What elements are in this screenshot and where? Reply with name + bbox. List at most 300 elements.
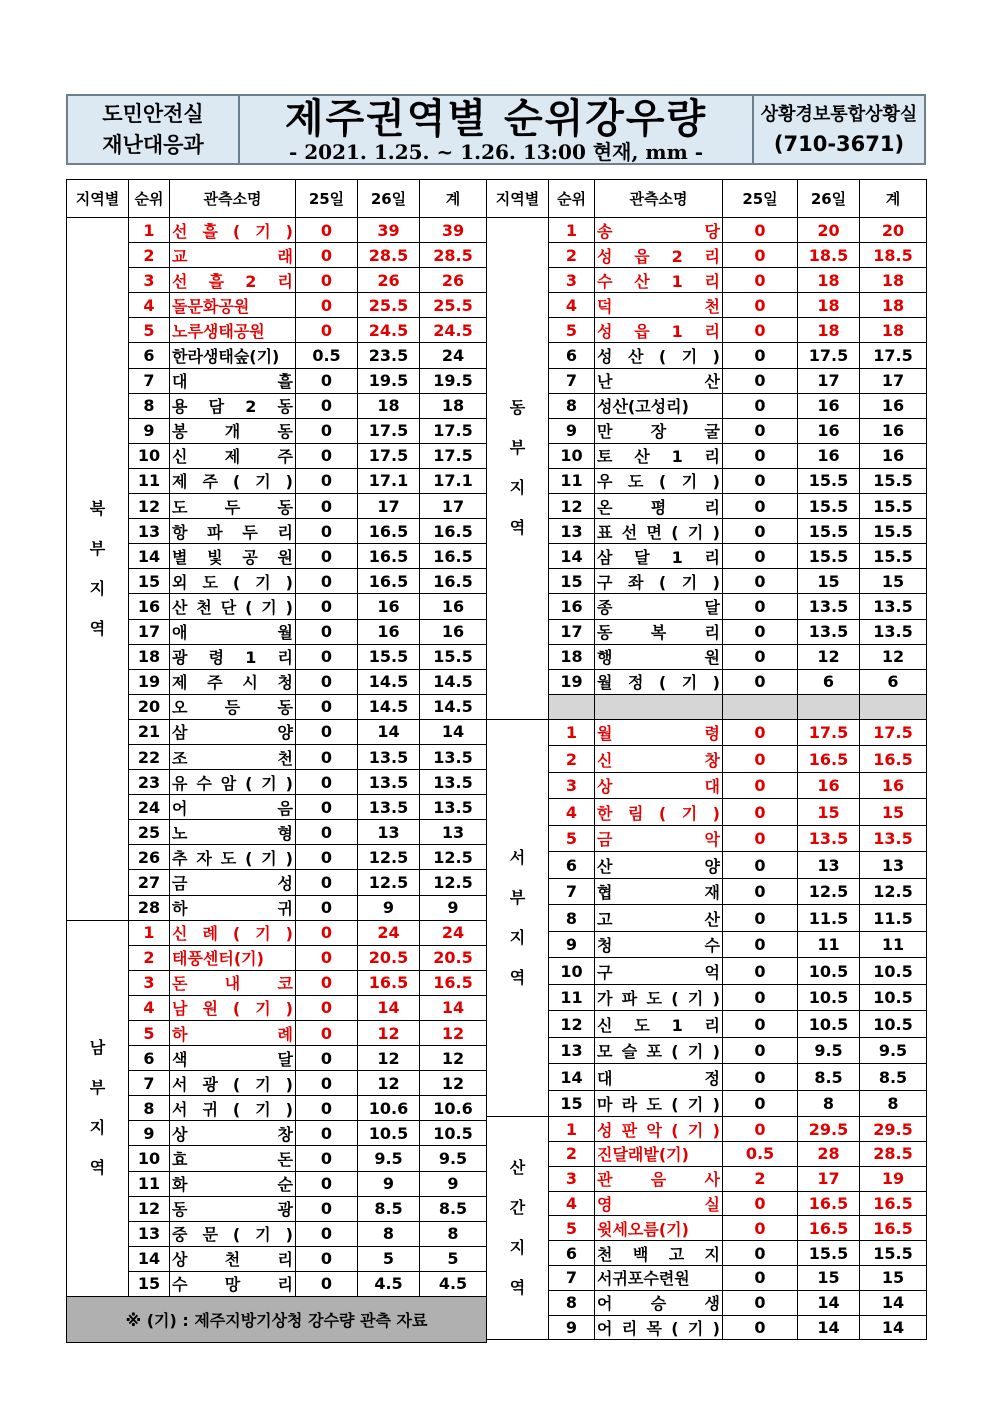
rank-cell: 10: [129, 443, 170, 468]
station-name: 한 림 ( 기 ): [595, 799, 723, 826]
table-row: [487, 905, 927, 932]
rank-cell: 19: [549, 669, 595, 694]
rain-day25: 0: [723, 218, 798, 243]
rain-day26: 15.5: [798, 494, 860, 519]
rain-day25: 0: [723, 343, 798, 368]
station-name: 선 흘 2 리: [170, 268, 296, 293]
table-row: [487, 519, 927, 544]
rain-total: 20: [860, 218, 927, 243]
rank-cell: 5: [549, 1216, 595, 1241]
rain-total: 12: [420, 1021, 487, 1046]
region-label-char: 역: [89, 618, 106, 638]
table-row: [67, 468, 487, 493]
rain-day26: 20.5: [358, 945, 420, 970]
station-name: 금 성: [170, 870, 296, 895]
rain-day25: 0: [723, 878, 798, 905]
rain-total: 24: [420, 343, 487, 368]
rain-total: 16.5: [860, 1216, 927, 1241]
rain-day25: 0: [723, 799, 798, 826]
station-name: 대 흘: [170, 368, 296, 393]
station-name: 돈 내 코: [170, 970, 296, 995]
station-name: 어 승 생: [595, 1290, 723, 1315]
rank-cell: 14: [129, 544, 170, 569]
rain-day25: 0: [723, 318, 798, 343]
rain-day25: 0: [296, 795, 358, 820]
rain-total: 15.5: [860, 494, 927, 519]
rank-cell: 19: [129, 669, 170, 694]
station-name: 수 산 1 리: [595, 268, 723, 293]
rain-day25: 0: [296, 995, 358, 1020]
rain-total: 10.5: [860, 1011, 927, 1038]
table-row: [487, 878, 927, 905]
region-label-char: 지: [89, 1118, 106, 1138]
empty-row: [487, 694, 927, 719]
station-name: 성 산 ( 기 ): [595, 343, 723, 368]
rain-day25: 0: [723, 984, 798, 1011]
rain-total: 29.5: [860, 1117, 927, 1142]
rain-day26: 23.5: [358, 343, 420, 368]
rain-day26: 18.5: [798, 243, 860, 268]
rank-cell: 28: [129, 895, 170, 920]
rain-day26: 16.5: [358, 544, 420, 569]
table-row: [67, 1096, 487, 1121]
rain-day25: 0: [723, 1290, 798, 1315]
station-name: 천 백 고 지: [595, 1241, 723, 1266]
table-row: [487, 268, 927, 293]
station-name: 항 파 두 리: [170, 519, 296, 544]
rank-cell: 6: [549, 343, 595, 368]
rain-day26: 16: [798, 772, 860, 799]
rank-cell: 8: [549, 905, 595, 932]
rain-day25: 0: [723, 243, 798, 268]
rain-day25: 0: [723, 905, 798, 932]
station-name: 우 도 ( 기 ): [595, 468, 723, 493]
table-row: [67, 418, 487, 443]
rain-day26: 14: [798, 1315, 860, 1340]
rain-total: 13: [860, 852, 927, 879]
table-row: [487, 931, 927, 958]
rank-cell: 10: [549, 958, 595, 985]
rain-day26: 12.5: [358, 870, 420, 895]
table-row: [67, 795, 487, 820]
empty-cell: [549, 694, 595, 719]
table-row: [487, 468, 927, 493]
rain-day25: 2: [723, 1166, 798, 1191]
rain-day26: 9.5: [358, 1146, 420, 1171]
empty-cell: [723, 694, 798, 719]
rain-day26: 8: [798, 1090, 860, 1117]
rank-cell: 5: [549, 825, 595, 852]
station-name: 토 산 1 리: [595, 443, 723, 468]
rain-day26: 14: [798, 1290, 860, 1315]
table-row: [487, 218, 927, 243]
rain-day26: 17.5: [798, 343, 860, 368]
rank-cell: 6: [129, 1046, 170, 1071]
rain-day25: 0: [723, 1266, 798, 1291]
rank-cell: 24: [129, 795, 170, 820]
region-label-char: 지: [509, 928, 526, 948]
header-row: [67, 180, 487, 218]
empty-cell: [860, 694, 927, 719]
table-row: [67, 519, 487, 544]
table-row: [487, 1191, 927, 1216]
station-name: 애 월: [170, 619, 296, 644]
rain-total: 26: [420, 268, 487, 293]
table-row: [487, 1117, 927, 1142]
rank-cell: 9: [549, 1315, 595, 1340]
station-name: 청 수: [595, 931, 723, 958]
table-row: [67, 1196, 487, 1221]
station-name: 서귀포수련원: [595, 1266, 723, 1291]
station-name: 제 주 시 청: [170, 669, 296, 694]
station-name: 봉 개 동: [170, 418, 296, 443]
table-row: [67, 1046, 487, 1071]
rain-day25: 0: [296, 418, 358, 443]
station-name: 추 자 도 ( 기 ): [170, 845, 296, 870]
rank-cell: 21: [129, 719, 170, 744]
rank-cell: 14: [549, 1064, 595, 1091]
rain-total: 4.5: [420, 1271, 487, 1296]
rain-day25: 0: [723, 719, 798, 746]
rain-day26: 17.5: [798, 719, 860, 746]
rank-cell: 11: [129, 468, 170, 493]
rain-day26: 15.5: [358, 644, 420, 669]
rain-total: 15.5: [860, 1241, 927, 1266]
rank-cell: 22: [129, 744, 170, 769]
rank-cell: 11: [129, 1171, 170, 1196]
rank-cell: 10: [129, 1146, 170, 1171]
station-name: 성 판 악 ( 기 ): [595, 1117, 723, 1142]
table-row: [487, 243, 927, 268]
rain-total: 13: [420, 820, 487, 845]
rain-total: 14: [860, 1290, 927, 1315]
rain-day25: 0: [723, 1315, 798, 1340]
rain-total: 6: [860, 669, 927, 694]
org-line1: 도민안전실: [102, 101, 204, 126]
column-header-5: 계: [420, 180, 487, 218]
rain-day25: 0: [723, 1191, 798, 1216]
rank-cell: 26: [129, 845, 170, 870]
rain-day25: 0: [296, 719, 358, 744]
rain-day26: 15: [798, 1266, 860, 1291]
rain-day25: 0: [723, 519, 798, 544]
rain-day26: 13.5: [358, 744, 420, 769]
rain-day25: 0.5: [296, 343, 358, 368]
rain-total: 12: [420, 1071, 487, 1096]
rain-total: 13.5: [860, 594, 927, 619]
station-name: 신 제 주: [170, 443, 296, 468]
region-label-char: 부: [509, 888, 526, 908]
rain-total: 18: [860, 318, 927, 343]
rain-total: 28.5: [860, 1142, 927, 1167]
station-name: 마 라 도 ( 기 ): [595, 1090, 723, 1117]
rank-cell: 16: [549, 594, 595, 619]
rank-cell: 6: [549, 852, 595, 879]
rain-total: 16.5: [420, 544, 487, 569]
rain-day25: 0: [723, 544, 798, 569]
rain-day26: 18: [798, 318, 860, 343]
rank-cell: 13: [549, 1037, 595, 1064]
rain-total: 19.5: [420, 368, 487, 393]
rain-day25: 0: [296, 443, 358, 468]
table-row: [67, 845, 487, 870]
table-row: [67, 644, 487, 669]
rank-cell: 11: [549, 468, 595, 493]
station-name: 상 대: [595, 772, 723, 799]
rain-total: 12.5: [420, 870, 487, 895]
rain-day26: 19.5: [358, 368, 420, 393]
rain-total: 12.5: [420, 845, 487, 870]
rain-day25: 0: [723, 393, 798, 418]
region-label-char: 북: [89, 498, 106, 518]
rain-day25: 0: [296, 1246, 358, 1271]
date-range: - 2021. 1.25. ~ 1.26. 13:00 현재, mm -: [288, 139, 703, 164]
table-row: [67, 669, 487, 694]
station-name: 수 망 리: [170, 1271, 296, 1296]
rank-cell: 1: [549, 1117, 595, 1142]
rain-total: 13.5: [420, 770, 487, 795]
rank-cell: 1: [549, 218, 595, 243]
table-row: [487, 1315, 927, 1340]
table-row: [487, 418, 927, 443]
station-name: 성 읍 2 리: [595, 243, 723, 268]
table-row: [67, 995, 487, 1020]
footnote: ※ (기) : 제주지방기상청 강수량 관측 자료: [67, 1297, 487, 1343]
table-row: [487, 443, 927, 468]
rain-total: 16: [860, 443, 927, 468]
station-name: 모 슬 포 ( 기 ): [595, 1037, 723, 1064]
rank-cell: 17: [549, 619, 595, 644]
rain-day25: 0.5: [723, 1142, 798, 1167]
rain-day25: 0: [296, 1096, 358, 1121]
table-row: [487, 644, 927, 669]
table-row: [67, 1246, 487, 1271]
region-label-char: 남: [89, 1038, 106, 1058]
station-name: 상 천 리: [170, 1246, 296, 1271]
rain-day25: 0: [296, 468, 358, 493]
rain-total: 13.5: [860, 825, 927, 852]
rain-day25: 0: [296, 544, 358, 569]
column-header-2: 관측소명: [170, 180, 296, 218]
region-label-char: 역: [509, 1278, 526, 1298]
rain-total: 15.5: [860, 468, 927, 493]
rank-cell: 12: [549, 1011, 595, 1038]
rain-day25: 0: [296, 243, 358, 268]
column-header-0: 지역별: [487, 180, 549, 218]
rain-day25: 0: [723, 1011, 798, 1038]
region-label-char: 부: [89, 1078, 106, 1098]
station-name: 종 달: [595, 594, 723, 619]
rain-day26: 13.5: [358, 770, 420, 795]
rank-cell: 2: [129, 243, 170, 268]
station-name: 산 양: [595, 852, 723, 879]
rank-cell: 13: [549, 519, 595, 544]
rain-day26: 5: [358, 1246, 420, 1271]
rain-day26: 16.5: [798, 746, 860, 773]
rain-day26: 24.5: [358, 318, 420, 343]
rank-cell: 2: [549, 1142, 595, 1167]
column-header-3: 25일: [296, 180, 358, 218]
station-name: 서 귀 ( 기 ): [170, 1096, 296, 1121]
table-row: [67, 1146, 487, 1171]
column-header-4: 26일: [358, 180, 420, 218]
rain-day25: 0: [296, 744, 358, 769]
rain-total: 15: [860, 1266, 927, 1291]
column-header-0: 지역별: [67, 180, 129, 218]
rain-total: 15.5: [860, 519, 927, 544]
rain-day25: 0: [296, 1171, 358, 1196]
rank-cell: 4: [549, 293, 595, 318]
rain-day26: 10.6: [358, 1096, 420, 1121]
rain-day26: 15: [798, 569, 860, 594]
rank-cell: 5: [549, 318, 595, 343]
rain-day26: 13.5: [798, 594, 860, 619]
rain-day26: 12.5: [358, 845, 420, 870]
rain-day26: 10.5: [358, 1121, 420, 1146]
station-name: 삼 달 1 리: [595, 544, 723, 569]
rain-total: 15: [860, 569, 927, 594]
table-row: [487, 1290, 927, 1315]
rank-cell: 16: [129, 594, 170, 619]
rank-cell: 2: [549, 243, 595, 268]
rain-day25: 0: [723, 772, 798, 799]
rank-cell: 10: [549, 443, 595, 468]
table-row: [487, 569, 927, 594]
rain-day26: 15.5: [798, 1241, 860, 1266]
rain-day25: 0: [296, 519, 358, 544]
region-label-char: 동: [509, 398, 526, 418]
station-name: 하 귀: [170, 895, 296, 920]
rain-total: 14: [420, 995, 487, 1020]
region-label-char: 역: [509, 518, 526, 538]
rain-total: 9.5: [420, 1146, 487, 1171]
station-name: 산 천 단 ( 기 ): [170, 594, 296, 619]
rank-cell: 6: [549, 1241, 595, 1266]
table-row: [67, 318, 487, 343]
rain-day26: 8.5: [358, 1196, 420, 1221]
region-label-char: 부: [89, 538, 106, 558]
table-row: [487, 1166, 927, 1191]
rain-day26: 18: [798, 268, 860, 293]
rain-day25: 0: [296, 318, 358, 343]
table-row: [67, 569, 487, 594]
column-header-3: 25일: [723, 180, 798, 218]
rain-day26: 16: [798, 418, 860, 443]
rain-total: 28.5: [420, 243, 487, 268]
table-row: [487, 772, 927, 799]
station-name: 표 선 면 ( 기 ): [595, 519, 723, 544]
rain-day26: 8.5: [798, 1064, 860, 1091]
rain-day26: 12: [358, 1021, 420, 1046]
station-name: 협 재: [595, 878, 723, 905]
rank-cell: 3: [129, 970, 170, 995]
rain-day26: 12: [798, 644, 860, 669]
rank-cell: 18: [129, 644, 170, 669]
table-row: [67, 293, 487, 318]
rain-total: 18: [860, 293, 927, 318]
rain-total: 16: [860, 772, 927, 799]
rain-total: 18.5: [860, 243, 927, 268]
region-label-char: 부: [509, 438, 526, 458]
rain-day26: 10.5: [798, 958, 860, 985]
rain-day26: 9: [358, 1171, 420, 1196]
rain-total: 11: [860, 931, 927, 958]
rank-cell: 7: [129, 1071, 170, 1096]
rain-day25: 0: [723, 825, 798, 852]
station-name: 진달래밭(기): [595, 1142, 723, 1167]
table-row: [67, 945, 487, 970]
rain-day25: 0: [296, 1221, 358, 1246]
rain-total: 17.5: [420, 418, 487, 443]
rank-cell: 3: [549, 1166, 595, 1191]
column-header-5: 계: [860, 180, 927, 218]
rain-total: 15.5: [860, 544, 927, 569]
rain-day25: 0: [723, 1090, 798, 1117]
rain-day25: 0: [296, 820, 358, 845]
rain-total: 10.5: [860, 984, 927, 1011]
rain-day26: 13: [798, 852, 860, 879]
rank-cell: 8: [129, 393, 170, 418]
rain-total: 17.1: [420, 468, 487, 493]
station-name: 동 복 리: [595, 619, 723, 644]
header-row: [487, 180, 927, 218]
rain-day26: 13: [358, 820, 420, 845]
rain-day26: 20: [798, 218, 860, 243]
table-row: [487, 1142, 927, 1167]
station-name: 별 빛 공 원: [170, 544, 296, 569]
org-box: [68, 96, 240, 163]
region-label-char: 역: [509, 968, 526, 988]
rain-day26: 14.5: [358, 669, 420, 694]
station-name: 덕 천: [595, 293, 723, 318]
rain-day25: 0: [723, 746, 798, 773]
station-name: 유 수 암 ( 기 ): [170, 770, 296, 795]
table-row: [67, 895, 487, 920]
station-name: 교 래: [170, 243, 296, 268]
rain-total: 15: [860, 799, 927, 826]
rain-day26: 28.5: [358, 243, 420, 268]
rain-day25: 0: [296, 644, 358, 669]
region-label: [487, 218, 549, 720]
rain-day26: 13.5: [798, 619, 860, 644]
rank-cell: 15: [549, 569, 595, 594]
rain-total: 16.5: [420, 519, 487, 544]
rank-cell: 3: [549, 772, 595, 799]
rain-day25: 0: [296, 268, 358, 293]
rain-day26: 15.5: [798, 544, 860, 569]
rank-cell: 1: [129, 920, 170, 945]
station-name: 한라생태숲(기): [170, 343, 296, 368]
rain-day25: 0: [296, 1146, 358, 1171]
station-name: 도 두 동: [170, 494, 296, 519]
rain-day25: 0: [296, 945, 358, 970]
contact-phone: (710-3671): [773, 131, 905, 156]
column-header-2: 관측소명: [595, 180, 723, 218]
station-name: 신 창: [595, 746, 723, 773]
table-row: [67, 1121, 487, 1146]
table-row: [487, 1266, 927, 1291]
column-header-4: 26일: [798, 180, 860, 218]
rain-total: 39: [420, 218, 487, 243]
contact-box: [754, 96, 924, 163]
rain-day26: 12: [358, 1071, 420, 1096]
table-row: [67, 619, 487, 644]
station-name: 화 순: [170, 1171, 296, 1196]
rank-cell: 11: [549, 984, 595, 1011]
rainfall-table-right: [486, 179, 927, 1340]
title-box: [240, 96, 754, 163]
rain-day25: 0: [723, 368, 798, 393]
